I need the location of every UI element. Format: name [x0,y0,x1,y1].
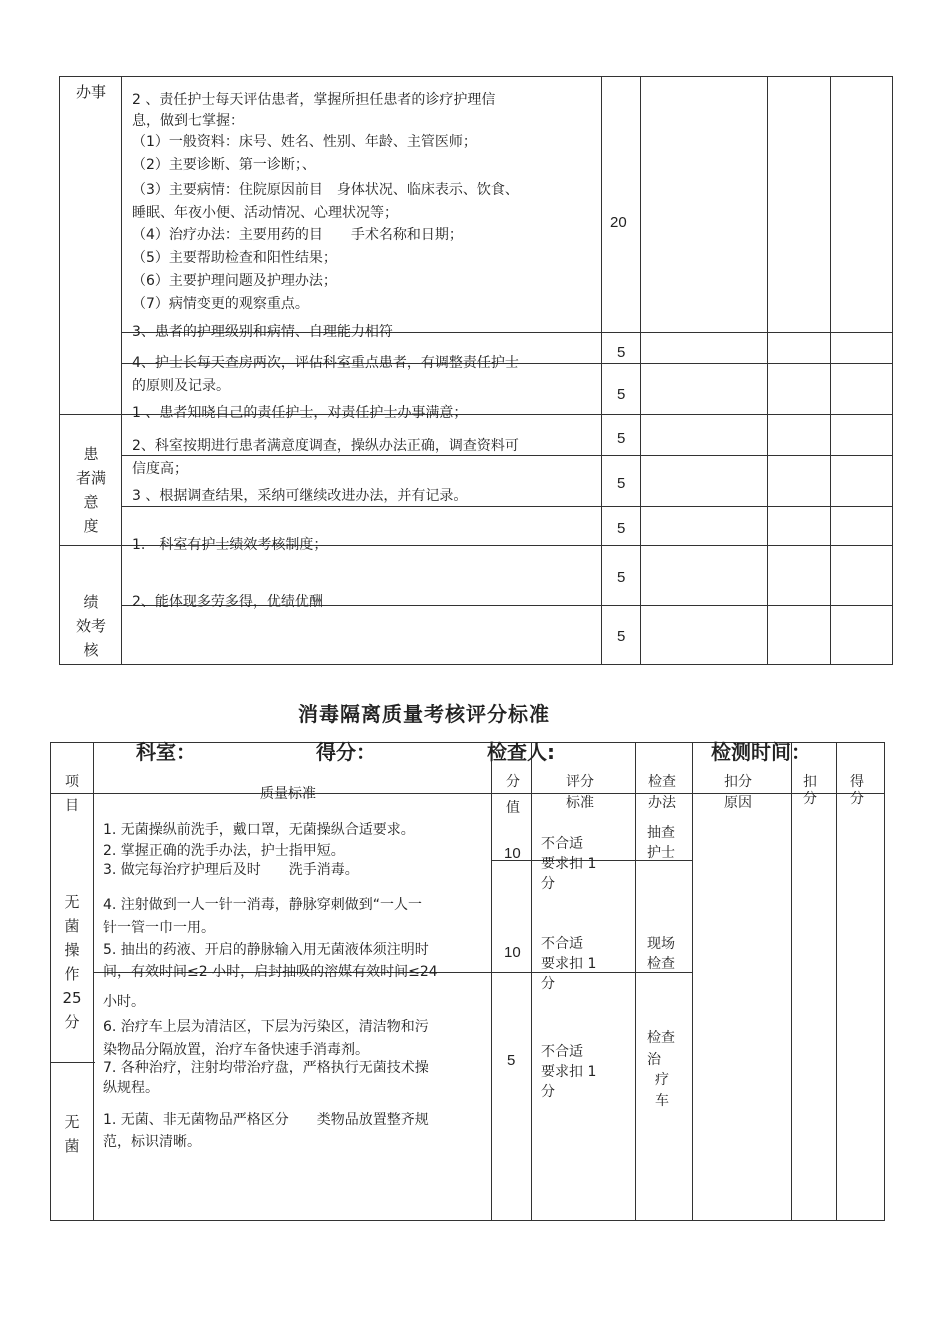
criteria-3-1: 要求扣 1 [541,1064,597,1080]
col-reason-1: 原因 [724,795,752,811]
col-method-0: 检查 [648,774,676,790]
block-line-1: 息，做到七掌握： [132,113,244,129]
sat-item-1: 1 、患者知晓自己的责任护士，对责任护士办事满意； [132,405,468,421]
category-satisfaction [62,442,120,538]
method-3-3: 车 [655,1093,669,1109]
item-4b: 的原则及记录。 [132,378,230,394]
criteria-2-1: 要求扣 1 [541,956,597,972]
block-line-2: （1）一般资料：床号、姓名、性别、年龄、主管医师； [132,134,477,150]
standard-line-12: 1. 无菌、非无菌物品严格区分 类物品放置整齐规 [103,1112,429,1128]
perf-item-1: 1. 科室有护士绩效考核制度； [132,537,328,553]
standard-line-2: 3. 做完每治疗护理后及时 洗手消毒。 [103,862,359,878]
sec1-3: 作 [64,965,80,983]
sec2-1: 菌 [64,1137,80,1155]
block-line-4: （3）主要病情：住院原因前目 身体状况、临床表示、饮食、 [132,182,519,198]
standard-line-3: 4. 注射做到一人一针一消毒，静脉穿刺做到“一人一 [103,897,423,913]
col-item-1: 目 [65,798,79,814]
block-line-3: （2）主要诊断、第一诊断；、 [132,157,316,173]
cat-sat-3: 度 [83,517,99,535]
criteria-1-1: 要求扣 1 [541,856,597,872]
sec1-5: 分 [64,1013,80,1031]
section-1-label [52,890,92,1034]
cat-sat-0: 患 [83,445,99,463]
score-cell: 5 [617,520,626,537]
category-performance [62,590,120,662]
method-1-1: 护士 [647,845,675,861]
dept-field: 科室： [136,740,196,764]
standard-line-10: 7. 各种治疗，注射均带治疗盘，严格执行无菌技术操 [103,1060,429,1076]
col-deduct-1: 分 [803,791,817,807]
score-cell: 5 [617,344,626,361]
col-method-1: 办法 [648,795,676,811]
criteria-2-0: 不合适 [541,936,583,952]
col-criteria-0: 评分 [566,774,594,790]
standard-line-13: 范，标识清晰。 [103,1134,201,1150]
standard-line-8: 6. 治疗车上层为清洁区，下层为污染区，清洁物和污 [103,1019,429,1035]
criteria-3-0: 不合适 [541,1044,583,1060]
value-cell: 10 [504,845,521,862]
col-item-0: 项 [65,774,79,790]
col-value-1: 值 [506,800,520,816]
item-3: 3、患者的护理级别和病情、自理能力相符 [132,324,393,340]
sec2-0: 无 [64,1113,80,1131]
sec1-1: 菌 [64,917,80,935]
standard-line-0: 1. 无菌操纵前洗手，戴口罩，无菌操纵合适要求。 [103,822,415,838]
col-got-1: 分 [850,791,864,807]
standard-line-1: 2. 掌握正确的洗手办法，护士指甲短。 [103,843,345,859]
cat-sat-1: 者满 [75,469,106,487]
time-field: 检测时间： [711,740,811,764]
block-line-8: （6）主要护理问题及护理办法； [132,273,337,289]
col-reason-0: 扣分 [724,774,752,790]
col-standard: 质量标准 [260,786,316,802]
standard-line-11: 纵规程。 [103,1080,159,1096]
score-cell: 20 [610,214,627,231]
block-line-6: （4）治疗办法：主要用药的目 手术名称和日期； [132,227,463,243]
cat-perf-0: 绩 [83,593,99,611]
cat-perf-2: 核 [83,641,99,659]
col-value-0: 分 [506,774,520,790]
item-4a: 4、护士长每天查房两次，评估科室重点患者，有调整责任护士 [132,355,519,371]
method-2-0: 现场 [647,936,675,952]
score-field: 得分： [316,740,376,764]
col-criteria-1: 标准 [566,795,594,811]
sec1-2: 操 [64,941,80,959]
criteria-1-2: 分 [541,876,555,892]
standard-line-4: 针一管一巾一用。 [103,920,215,936]
method-3-0: 检查 [647,1030,675,1046]
value-cell: 5 [507,1052,516,1069]
sat-item-3: 3 、根据调查结果，采纳可继续改进办法，并有记录。 [132,488,468,504]
section-2-label [52,1110,92,1158]
value-cell: 10 [504,944,521,961]
cat-perf-1: 效考 [75,617,106,635]
standard-line-5: 5. 抽出的药液、开启的静脉输入用无菌液体须注明时 [103,942,429,958]
score-cell: 5 [617,430,626,447]
cat-sat-2: 意 [83,493,99,511]
criteria-3-2: 分 [541,1084,555,1100]
sec1-0: 无 [64,893,80,911]
block-line-7: （5）主要帮助检查和阳性结果； [132,250,337,266]
method-3-2: 疗 [655,1072,669,1088]
method-2-1: 检查 [647,956,675,972]
block-line-5: 睡眠、年夜小便、活动情况、心理状况等； [132,205,398,221]
score-cell: 5 [617,628,626,645]
score-cell: 5 [617,475,626,492]
score-cell: 5 [617,569,626,586]
sat-item-2a: 2、科室按期进行患者满意度调查，操纵办法正确，调查资料可 [132,438,519,454]
standard-line-7: 小时。 [103,994,145,1010]
perf-item-2: 2、能体现多劳多得，优绩优酬 [132,594,323,610]
sec1-4: 25 [62,989,82,1007]
method-1-0: 抽查 [647,825,675,841]
block-line-9: （7）病情变更的观察重点。 [132,296,309,312]
standard-line-9: 染物品分隔放置，治疗车备快速手消毒剂。 [103,1042,369,1058]
col-got-0: 得 [850,774,864,790]
criteria-2-2: 分 [541,976,555,992]
page-title: 消毒隔离质量考核评分标准 [298,702,550,726]
score-cell: 5 [617,386,626,403]
inspector-field: 检查人: [487,740,555,764]
criteria-1-0: 不合适 [541,836,583,852]
standard-line-6: 间，有效时间≤2 小时，启封抽吸的溶媒有效时间≤24 [103,964,438,980]
sat-item-2b: 信度高； [132,461,188,477]
method-3-1: 治 [647,1052,661,1068]
category-work: 办事 [75,83,106,101]
col-deduct-0: 扣 [803,774,817,790]
block-line-0: 2 、责任护士每天评估患者，掌握所担任患者的诊疗护理信 [132,92,496,108]
